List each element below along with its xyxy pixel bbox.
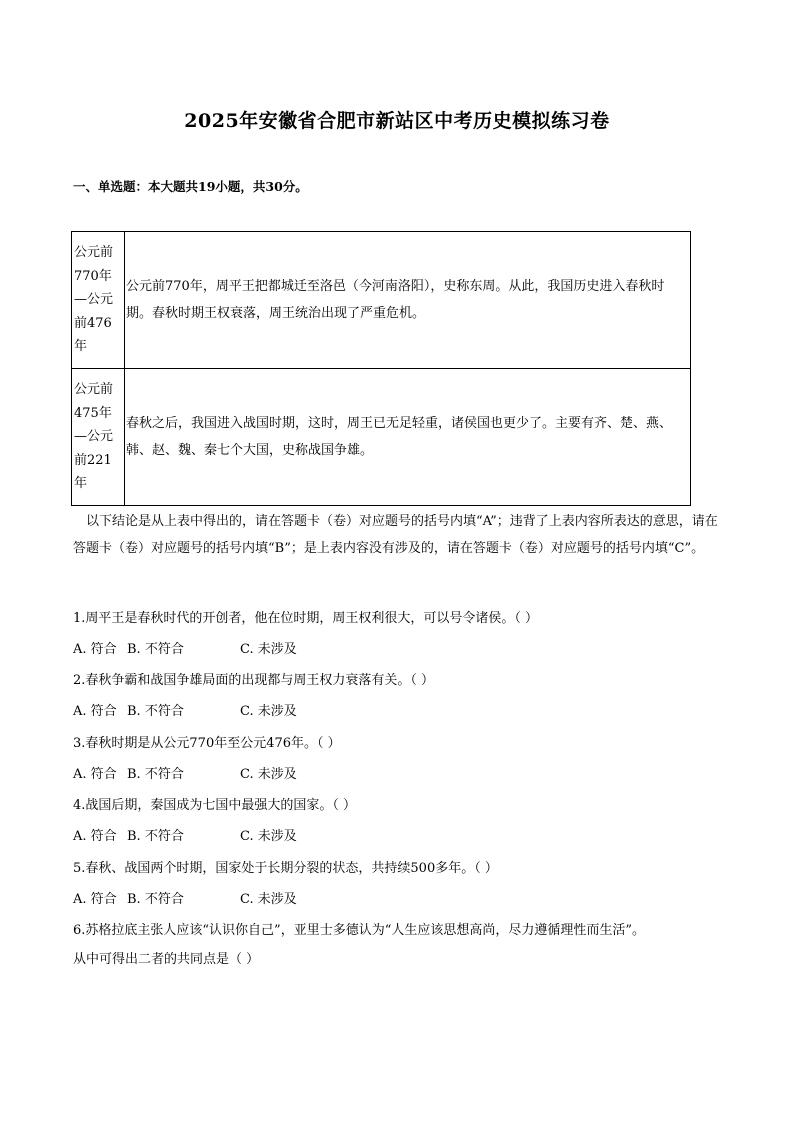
option-b[interactable]: B. 不符合 [127,767,184,782]
section-heading: 一、单选题：本大题共19小题，共30分。 [73,179,308,194]
question-6-continuation: 从中可得出二者的共同点是（ ） [73,952,260,967]
period-line: 475年 [74,405,112,421]
period-line: —公元 [74,429,114,445]
question-5: 5.春秋、战国两个时期，国家处于长期分裂的状态，共持续500多年。（ ） [73,861,498,876]
period-line: 前476 [74,315,112,331]
option-a[interactable]: A. 符合 [73,767,117,782]
question-3: 3.春秋时期是从公元770年至公元476年。（ ） [73,736,341,751]
period-line: —公元 [74,292,114,308]
option-c[interactable]: C. 未涉及 [240,642,297,657]
option-a[interactable]: A. 符合 [73,642,117,657]
question-6: 6.苏格拉底主张人应该“认识你自己”，亚里士多德认为“人生应该思想高尚，尽力遵循理性而生活”。 [73,923,645,938]
option-b[interactable]: B. 不符合 [127,642,184,657]
exam-title: 2025年安徽省合肥市新站区中考历史模拟练习卷 [184,110,610,132]
period-line: 年 [74,476,88,492]
content-cell: 春秋之后，我国进入战国时期，这时，周王已无足轻重，诸侯国也更少了。主要有齐、楚、燕、韩、赵、魏、秦七个大国，史称战国争雄。 [125,369,691,506]
question-2: 2.春秋争霸和战国争雄局面的出现都与周王权力衰落有关。（ ） [73,673,435,688]
content-cell: 公元前770年，周平王把都城迁至洛邑（今河南洛阳），史称东周。从此，我国历史进入春秋时期。春秋时期王权衰落，周王统治出现了严重危机。 [125,232,691,369]
option-b[interactable]: B. 不符合 [127,892,184,907]
option-b[interactable]: B. 不符合 [127,829,184,844]
option-c[interactable]: C. 未涉及 [240,704,297,719]
option-a[interactable]: A. 符合 [73,829,117,844]
option-a[interactable]: A. 符合 [73,704,117,719]
period-line: 年 [74,339,88,355]
question-4: 4.战国后期，秦国成为七国中最强大的国家。（ ） [73,798,357,813]
option-c[interactable]: C. 未涉及 [240,892,297,907]
history-table [71,231,691,506]
period-line: 公元前 [74,382,114,398]
period-line: 前221 [74,452,112,468]
question-1: 1.周平王是春秋时代的开创者，他在位时期，周王权利很大，可以号令诸侯。（ ） [73,611,539,626]
period-cell [72,232,125,369]
period-line: 公元前 [74,245,114,261]
table-row [72,369,691,506]
option-a[interactable]: A. 符合 [73,892,117,907]
instructions-paragraph: 以下结论是从上表中得出的，请在答题卡（卷）对应题号的括号内填“A”；违背了上表内容所表达的意思，请在答题卡（卷）对应题号的括号内填“B”；是上表内容没有涉及的，请在答题卡（卷）对应题号的括号内填“C”。 [73,514,718,556]
period-line: 770年 [74,268,112,284]
option-c[interactable]: C. 未涉及 [240,829,297,844]
option-c[interactable]: C. 未涉及 [240,767,297,782]
period-cell [72,369,125,506]
table-row [72,232,691,369]
option-b[interactable]: B. 不符合 [127,704,184,719]
